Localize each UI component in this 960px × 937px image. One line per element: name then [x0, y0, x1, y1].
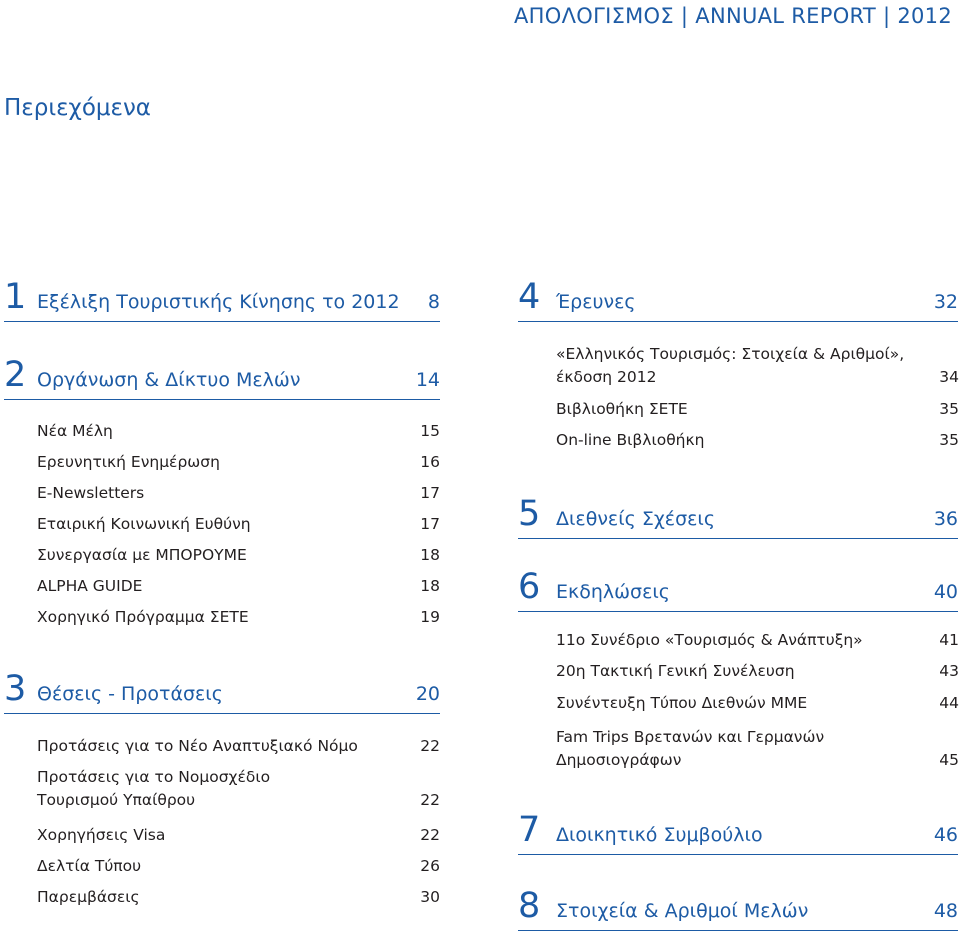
section-title: Στοιχεία & Αριθμοί Μελών — [556, 900, 809, 922]
section-title: Διεθνείς Σχέσεις — [556, 508, 715, 530]
section-number: 3 — [4, 669, 27, 709]
report-header: ΑΠΟΛΟΓΙΣΜΟΣ | ANNUAL REPORT | 2012 — [514, 4, 952, 28]
item-label: Εταιρική Κοινωνική Ευθύνη — [37, 515, 251, 533]
section-page: 8 — [427, 291, 440, 313]
item-label: Δελτία Τύπου — [37, 857, 142, 875]
item-label: Χορηγήσεις Visa — [37, 826, 166, 844]
item-label: Συνέντευξη Τύπου Διεθνών ΜΜΕ — [556, 694, 808, 712]
toc-item[interactable] — [37, 766, 440, 812]
item-label: Νέα Μέλη — [37, 422, 113, 440]
section-number: 5 — [518, 494, 541, 534]
section-number: 4 — [518, 277, 541, 317]
item-page: 22 — [420, 737, 440, 755]
item-label: E-Newsletters — [37, 484, 145, 502]
item-page: 44 — [939, 694, 959, 712]
toc-section-6[interactable] — [518, 567, 958, 612]
section-title: Θέσεις - Προτάσεις — [37, 683, 223, 705]
toc-item[interactable] — [37, 886, 440, 909]
item-label: Παρεμβάσεις — [37, 888, 140, 906]
item-page: 35 — [939, 400, 959, 418]
toc-section-4[interactable] — [518, 277, 958, 322]
item-page: 41 — [939, 631, 959, 649]
section-page: 48 — [933, 900, 958, 922]
toc-item[interactable] — [556, 343, 959, 389]
item-page: 22 — [420, 826, 440, 844]
toc-section-8[interactable] — [518, 886, 958, 931]
item-label: Προτάσεις για το Νομοσχέδιο Τουρισμού Υπαίθρου — [37, 768, 271, 809]
section-page: 46 — [933, 824, 958, 846]
section-title: Εξέλιξη Τουριστικής Κίνησης το 2012 — [37, 291, 400, 313]
item-label: Fam Trips Βρετανών και Γερμανών Δημοσιογράφων — [556, 728, 825, 769]
item-label: Προτάσεις για το Νέο Αναπτυξιακό Νόμο — [37, 737, 358, 755]
toc-item[interactable] — [37, 451, 440, 474]
section-number: 2 — [4, 355, 27, 395]
toc-item[interactable] — [556, 660, 959, 683]
item-label: Συνεργασία με ΜΠΟΡΟΥΜΕ — [37, 546, 247, 564]
toc-item[interactable] — [37, 606, 440, 629]
item-label: Βιβλιοθήκη ΣΕΤΕ — [556, 400, 688, 418]
toc-item[interactable] — [37, 575, 440, 598]
item-page: 18 — [420, 577, 440, 595]
item-page: 18 — [420, 546, 440, 564]
section-number: 6 — [518, 567, 541, 607]
item-page: 15 — [420, 422, 440, 440]
item-label: «Ελληνικός Τουρισμός: Στοιχεία & Αριθμοί», έκδοση 2012 — [556, 345, 905, 386]
section-page: 36 — [933, 508, 958, 530]
toc-item[interactable] — [556, 398, 959, 421]
section-page: 20 — [415, 683, 440, 705]
toc-item[interactable] — [37, 544, 440, 567]
toc-section-1[interactable] — [4, 277, 440, 322]
toc-item[interactable] — [37, 420, 440, 443]
section-title: Έρευνες — [556, 291, 636, 313]
item-page: 17 — [420, 515, 440, 533]
section-page: 14 — [415, 369, 440, 391]
toc-item[interactable] — [556, 692, 959, 715]
item-page: 34 — [939, 368, 959, 386]
toc-item[interactable] — [556, 726, 959, 772]
section-page: 32 — [933, 291, 958, 313]
section-page: 40 — [933, 581, 958, 603]
toc-item[interactable] — [556, 629, 959, 652]
item-page: 30 — [420, 888, 440, 906]
toc-item[interactable] — [37, 855, 440, 878]
toc-item[interactable] — [556, 429, 959, 452]
item-label: ALPHA GUIDE — [37, 577, 143, 595]
toc-title: Περιεχόμενα — [4, 95, 151, 121]
section-title: Διοικητικό Συμβούλιο — [556, 824, 763, 846]
section-number: 1 — [4, 277, 27, 317]
toc-item[interactable] — [37, 735, 440, 758]
item-label: 20η Τακτική Γενική Συνέλευση — [556, 662, 795, 680]
section-number: 7 — [518, 810, 541, 850]
item-label: Ερευνητική Ενημέρωση — [37, 453, 220, 471]
toc-section-2[interactable] — [4, 355, 440, 400]
item-label: 11ο Συνέδριο «Τουρισμός & Ανάπτυξη» — [556, 631, 863, 649]
section-number: 8 — [518, 886, 541, 926]
item-label: On-line Βιβλιοθήκη — [556, 431, 705, 449]
item-page: 22 — [420, 791, 440, 809]
toc-item[interactable] — [37, 824, 440, 847]
item-page: 35 — [939, 431, 959, 449]
section-title: Εκδηλώσεις — [556, 581, 670, 603]
toc-item[interactable] — [37, 482, 440, 505]
item-page: 17 — [420, 484, 440, 502]
toc-section-5[interactable] — [518, 494, 958, 539]
toc-item[interactable] — [37, 513, 440, 536]
item-page: 43 — [939, 662, 959, 680]
item-page: 19 — [420, 608, 440, 626]
item-page: 26 — [420, 857, 440, 875]
toc-section-7[interactable] — [518, 810, 958, 855]
item-page: 16 — [420, 453, 440, 471]
section-title: Οργάνωση & Δίκτυο Μελών — [37, 369, 301, 391]
toc-section-3[interactable] — [4, 669, 440, 714]
item-page: 45 — [939, 751, 959, 769]
item-label: Χορηγικό Πρόγραμμα ΣΕΤΕ — [37, 608, 249, 626]
